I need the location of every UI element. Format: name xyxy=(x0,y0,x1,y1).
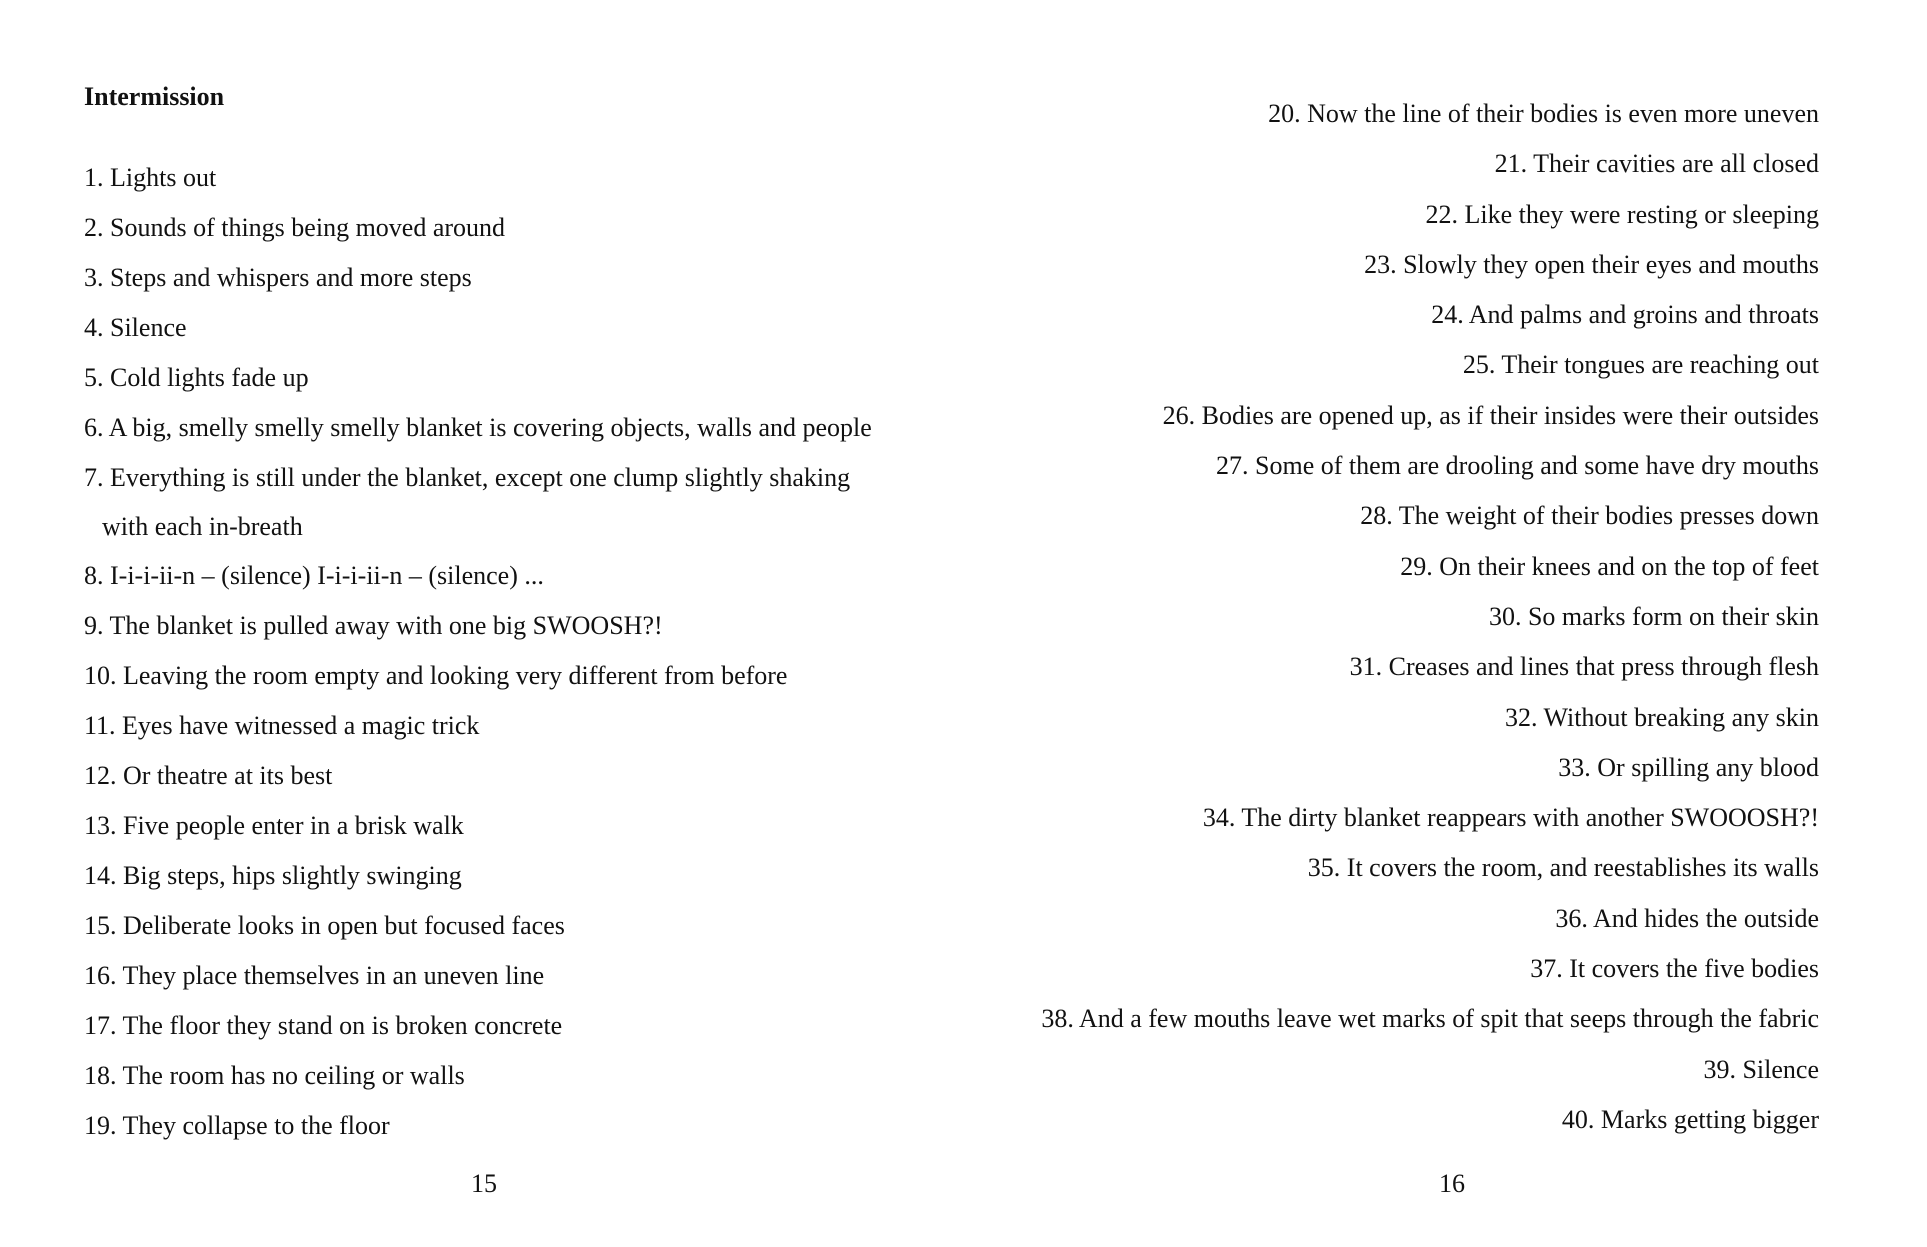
numbered-line: 18. The room has no ceiling or walls xyxy=(84,1061,465,1090)
numbered-line: 12. Or theatre at its best xyxy=(84,761,333,790)
numbered-line: 15. Deliberate looks in open but focused faces xyxy=(84,911,565,940)
numbered-line: 23. Slowly they open their eyes and mouths xyxy=(1364,249,1819,279)
numbered-line: 37. It covers the five bodies xyxy=(1530,954,1819,984)
numbered-line: 10. Leaving the room empty and looking very different from before xyxy=(84,661,788,690)
numbered-line: 27. Some of them are drooling and some have dry mouths xyxy=(1216,451,1819,481)
right-page xyxy=(963,0,1927,1247)
numbered-line: 34. The dirty blanket reappears with another SWOOOSH?! xyxy=(1202,803,1819,833)
numbered-line: 9. The blanket is pulled away with one big SWOOSH?! xyxy=(84,611,663,640)
numbered-line: 22. Like they were resting or sleeping xyxy=(1425,199,1819,229)
numbered-line: 4. Silence xyxy=(84,313,187,342)
numbered-line: 1. Lights out xyxy=(84,163,217,192)
numbered-line: 33. Or spilling any blood xyxy=(1558,752,1819,782)
numbered-line: 21. Their cavities are all closed xyxy=(1494,149,1819,179)
numbered-line xyxy=(84,453,944,551)
numbered-line-text: 7. Everything is still under the blanket, except one clump slightly shaking xyxy=(84,463,851,492)
page-number: 16 xyxy=(1439,1169,1465,1198)
numbered-line: 14. Big steps, hips slightly swinging xyxy=(84,861,462,890)
numbered-line: 40. Marks getting bigger xyxy=(1561,1104,1819,1134)
numbered-line: 31. Creases and lines that press through flesh xyxy=(1349,652,1819,682)
numbered-line: 13. Five people enter in a brisk walk xyxy=(84,811,464,840)
numbered-line: 3. Steps and whispers and more steps xyxy=(84,263,472,292)
right-page-lines xyxy=(969,89,1819,1145)
section-heading: Intermission xyxy=(84,82,225,111)
numbered-line: 30. So marks form on their skin xyxy=(1488,601,1819,631)
numbered-line: 29. On their knees and on the top of feet xyxy=(1400,551,1819,581)
numbered-line: 6. A big, smelly smelly smelly blanket is covering objects, walls and people xyxy=(84,413,872,442)
numbered-line: 11. Eyes have witnessed a magic trick xyxy=(84,711,480,740)
numbered-line: 26. Bodies are opened up, as if their insides were their outsides xyxy=(1162,400,1819,430)
numbered-line: 28. The weight of their bodies presses down xyxy=(1360,501,1819,531)
numbered-line: 20. Now the line of their bodies is even more uneven xyxy=(1268,99,1819,128)
left-page xyxy=(0,0,963,1247)
numbered-line: 25. Their tongues are reaching out xyxy=(1462,350,1819,380)
numbered-line: 16. They place themselves in an uneven line xyxy=(84,961,545,990)
numbered-line-continuation: with each in-breath xyxy=(102,512,303,541)
numbered-line: 5. Cold lights fade up xyxy=(84,363,309,392)
numbered-line: 38. And a few mouths leave wet marks of spit that seeps through the fabric xyxy=(1041,1004,1819,1034)
left-page-lines xyxy=(84,153,944,1151)
numbered-line: 2. Sounds of things being moved around xyxy=(84,213,506,242)
numbered-line: 36. And hides the outside xyxy=(1555,903,1819,933)
page-number: 15 xyxy=(471,1169,497,1198)
numbered-line: 17. The floor they stand on is broken concrete xyxy=(84,1011,563,1040)
numbered-line: 8. I-i-i-ii-n – (silence) I-i-i-ii-n – (silence) ... xyxy=(84,561,544,590)
numbered-line: 35. It covers the room, and reestablishes its walls xyxy=(1307,853,1819,883)
numbered-line: 32. Without breaking any skin xyxy=(1504,702,1819,732)
numbered-line: 19. They collapse to the floor xyxy=(84,1111,390,1140)
numbered-line: 24. And palms and groins and throats xyxy=(1431,300,1819,330)
numbered-line: 39. Silence xyxy=(1703,1054,1819,1084)
